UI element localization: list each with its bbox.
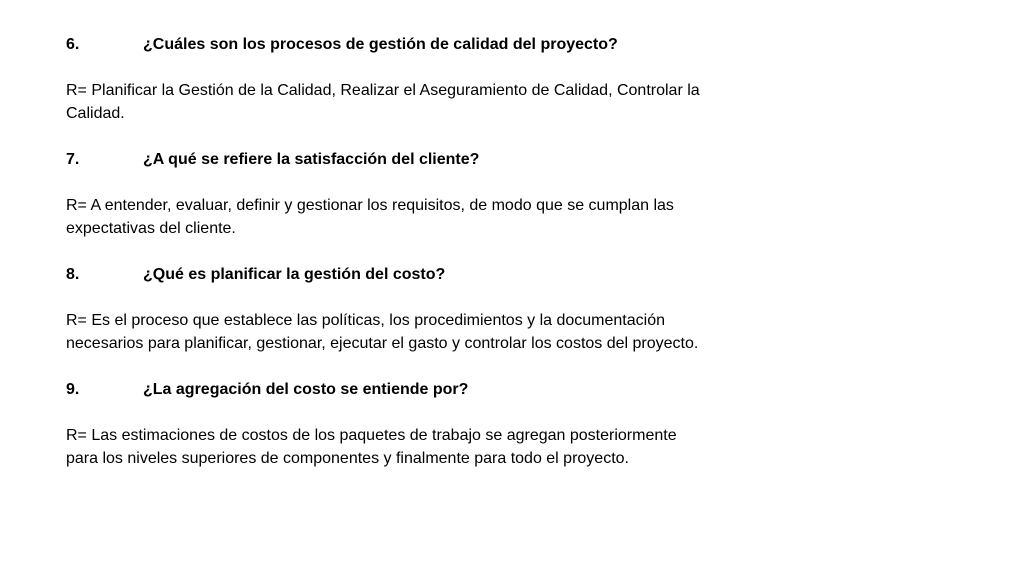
answer-line: R= Planificar la Gestión de la Calidad, Realizar el Aseguramiento de Calidad, Controlar la [66,82,700,99]
answer-6 [66,79,766,125]
qa-item-8 [66,263,766,355]
question-number: 8. [66,266,80,283]
question-7 [66,148,766,171]
question-6 [66,33,766,56]
question-text: ¿Qué es planificar la gestión del costo? [143,266,446,283]
answer-line: R= Es el proceso que establece las políticas, los procedimientos y la documentación [66,312,665,329]
answer-line: R= A entender, evaluar, definir y gestionar los requisitos, de modo que se cumplan las [66,197,674,214]
answer-line: expectativas del cliente. [66,220,236,237]
qa-list [66,33,766,493]
question-number: 6. [66,36,80,53]
question-9 [66,378,766,401]
answer-8 [66,309,766,355]
question-text: ¿A qué se refiere la satisfacción del cliente? [143,151,480,168]
answer-line: necesarios para planificar, gestionar, ejecutar el gasto y controlar los costos del proyecto. [66,335,699,352]
answer-7 [66,194,766,240]
answer-9 [66,424,766,470]
question-number: 9. [66,381,80,398]
question-number: 7. [66,151,80,168]
question-text: ¿Cuáles son los procesos de gestión de calidad del proyecto? [143,36,618,53]
answer-line: R= Las estimaciones de costos de los paquetes de trabajo se agregan posteriormente [66,427,677,444]
qa-item-7 [66,148,766,240]
qa-item-6 [66,33,766,125]
answer-line: Calidad. [66,105,125,122]
qa-item-9 [66,378,766,470]
answer-line: para los niveles superiores de componentes y finalmente para todo el proyecto. [66,450,629,467]
question-8 [66,263,766,286]
question-text: ¿La agregación del costo se entiende por? [143,381,469,398]
